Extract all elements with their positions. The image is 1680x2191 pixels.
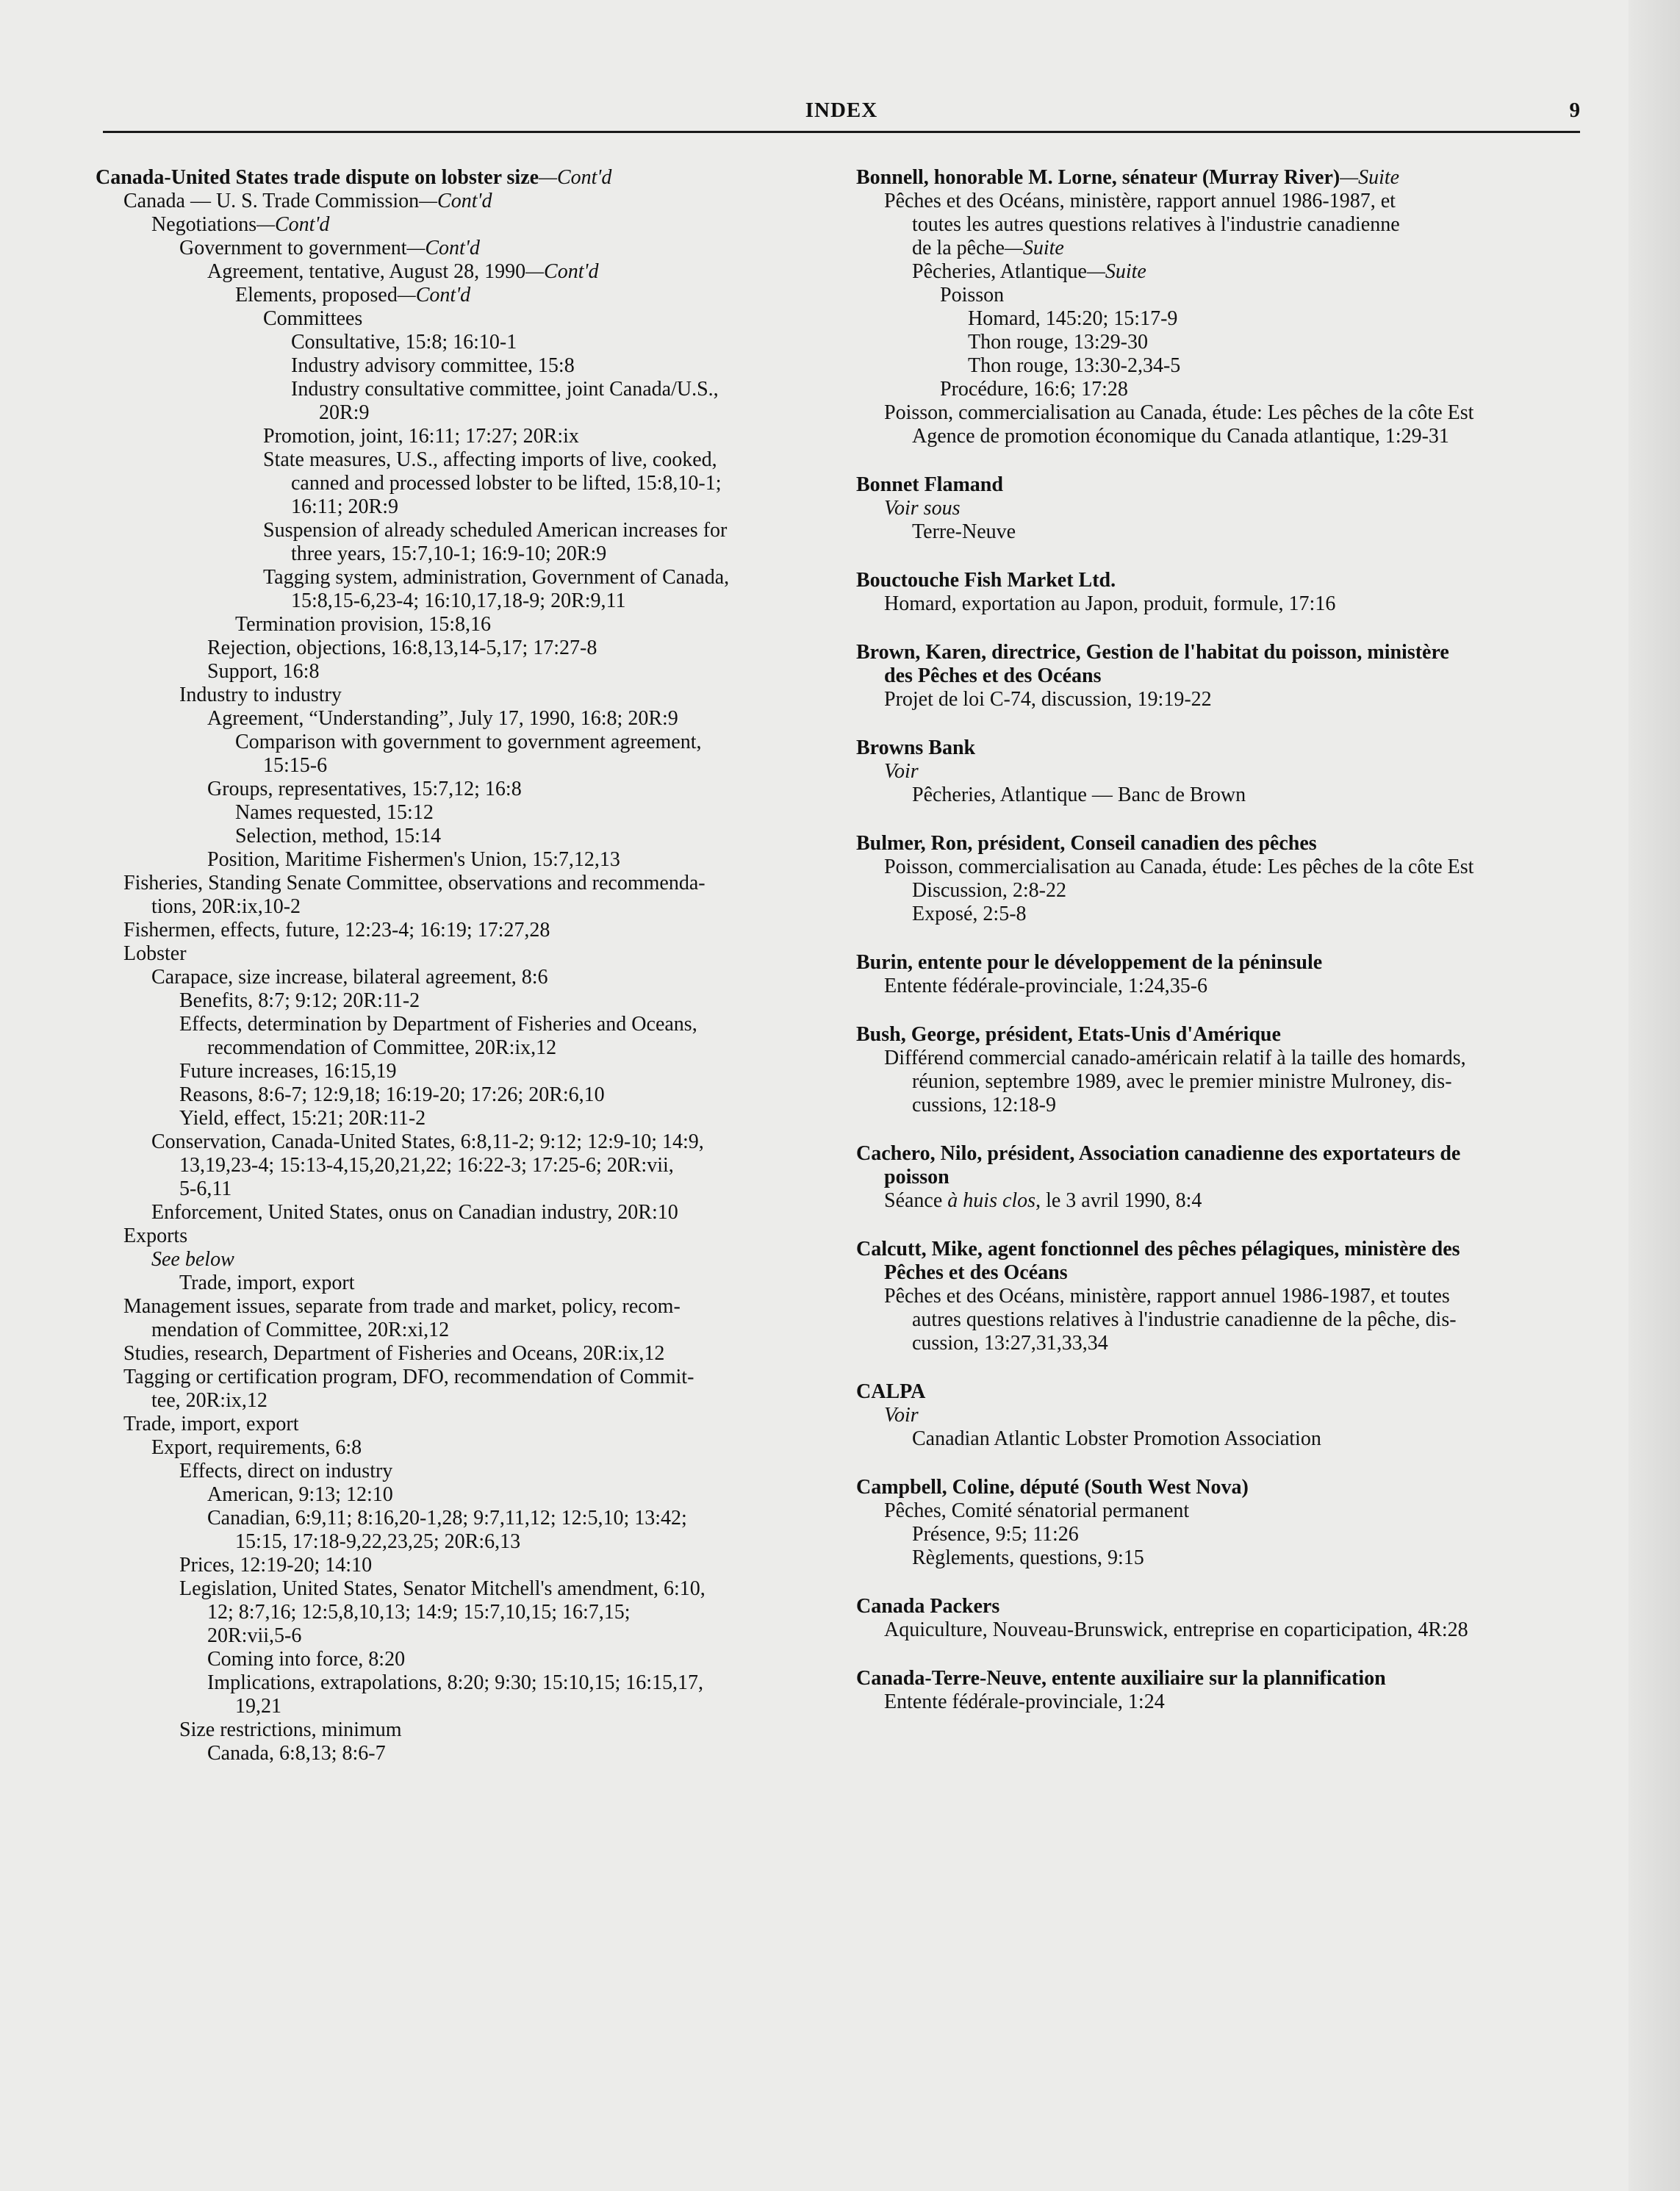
header-rule	[103, 131, 1580, 133]
index-term-text: See below	[151, 1248, 234, 1271]
index-term-text: Legislation, United States, Senator Mitchell's amendment, 6:10,	[179, 1577, 706, 1600]
index-term-text: Pêches et des Océans, ministère, rapport annuel 1986-1987, et	[884, 190, 1396, 212]
index-subentry	[96, 1483, 823, 1507]
index-heading	[856, 951, 1613, 975]
index-subentry	[96, 707, 823, 731]
index-subentry	[856, 592, 1613, 616]
index-subentry	[856, 1285, 1613, 1308]
index-term-text: recommendation of Committee, 20R:ix,12	[207, 1036, 557, 1059]
index-subentry	[96, 1695, 823, 1718]
index-entry	[856, 1142, 1613, 1213]
index-subentry	[96, 919, 823, 942]
index-subentry	[96, 354, 823, 378]
index-term-text: Enforcement, United States, onus on Canadian industry, 20R:10	[151, 1201, 678, 1224]
index-term-text: Voir	[884, 760, 919, 783]
index-term-text: Différend commercial canado-américain relatif à la taille des homards,	[884, 1047, 1466, 1069]
index-subentry	[96, 684, 823, 707]
index-term-text: Agence de promotion économique du Canada atlantique, 1:29-31	[912, 425, 1449, 448]
index-term-text: Tagging or certification program, DFO, recommendation of Commit-	[123, 1366, 694, 1388]
index-subentry	[856, 1618, 1613, 1642]
index-term-text: Benefits, 8:7; 9:12; 20R:11-2	[179, 989, 420, 1012]
index-subentry	[96, 1648, 823, 1671]
index-subentry	[856, 497, 1613, 520]
index-subentry	[96, 895, 823, 919]
index-subentry	[856, 354, 1613, 378]
index-subentry	[96, 825, 823, 848]
page-edge-shadow	[1629, 0, 1680, 2191]
index-term-text: Termination provision, 15:8,16	[235, 613, 492, 636]
index-term-text: Effects, determination by Department of Fisheries and Oceans,	[179, 1013, 697, 1036]
index-heading-continuation	[856, 1166, 1613, 1189]
index-entry	[856, 1238, 1613, 1355]
index-subentry	[96, 378, 823, 401]
index-heading	[856, 1476, 1613, 1499]
index-term-text: State measures, U.S., affecting imports of live, cooked,	[263, 448, 717, 471]
index-subentry	[96, 1671, 823, 1695]
index-subentry	[96, 566, 823, 589]
index-subentry	[856, 1070, 1613, 1094]
index-term-text: Negotiations	[151, 213, 257, 236]
index-subentry	[856, 688, 1613, 711]
index-subentry	[96, 1295, 823, 1319]
index-subentry	[96, 519, 823, 542]
index-subentry	[96, 1577, 823, 1601]
index-subentry	[96, 213, 823, 237]
index-subentry	[96, 1224, 823, 1248]
index-term-text: 19,21	[235, 1695, 281, 1718]
index-subentry	[856, 975, 1613, 998]
index-subentry	[96, 660, 823, 684]
index-term-text: Government to government	[179, 237, 407, 259]
index-term-text: Implications, extrapolations, 8:20; 9:30; 15:10,15; 16:15,17,	[207, 1671, 704, 1694]
index-subentry	[96, 1154, 823, 1177]
continued-marker: —Suite	[1340, 166, 1400, 189]
index-term-text: Canada — U. S. Trade Commission	[123, 190, 420, 212]
index-heading-text: Campbell, Coline, député (South West Nova)	[856, 1476, 1249, 1499]
index-heading-text: Canada Packers	[856, 1595, 1000, 1618]
index-term-text: Poisson	[940, 284, 1005, 306]
index-subentry	[856, 1546, 1613, 1570]
index-entry	[856, 832, 1613, 926]
index-entry	[856, 951, 1613, 998]
index-term-text: Séance	[884, 1189, 948, 1212]
index-term-text: réunion, septembre 1989, avec le premier ministre Mulroney, dis-	[912, 1070, 1452, 1093]
index-subentry	[96, 942, 823, 966]
index-subentry	[96, 1366, 823, 1389]
page-number: 9	[1569, 98, 1580, 122]
index-subentry	[96, 1460, 823, 1483]
index-term-text: Support, 16:8	[207, 660, 320, 683]
index-heading	[856, 569, 1613, 592]
index-term-text: canned and processed lobster to be lifted, 15:8,10-1;	[291, 472, 722, 495]
index-term-text: Size restrictions, minimum	[179, 1718, 402, 1741]
index-subentry	[856, 856, 1613, 879]
italic-phrase: à huis clos	[947, 1189, 1036, 1212]
index-entry	[856, 1667, 1613, 1714]
index-term-text: 13,19,23-4; 15:13-4,15,20,21,22; 16:22-3; 17:25-6; 20R:vii,	[179, 1154, 674, 1177]
index-entry	[856, 569, 1613, 616]
index-term-text: Canada-United States trade dispute on lobster size	[96, 166, 539, 189]
index-subentry	[96, 307, 823, 331]
index-term-text-after: , le 3 avril 1990, 8:4	[1035, 1189, 1202, 1212]
index-subentry	[856, 213, 1613, 237]
index-heading-text: Pêches et des Océans	[884, 1261, 1068, 1284]
index-entry	[856, 1595, 1613, 1642]
index-subentry	[856, 401, 1613, 425]
index-subentry	[96, 1248, 823, 1272]
index-heading-text: CALPA	[856, 1380, 926, 1403]
index-heading-text: Bush, George, président, Etats-Unis d'Amérique	[856, 1023, 1281, 1046]
index-term-text: Pêcheries, Atlantique	[912, 260, 1087, 283]
index-heading-continuation	[856, 664, 1613, 688]
index-term-text: 12; 8:7,16; 12:5,8,10,13; 14:9; 15:7,10,15; 16:7,15;	[207, 1601, 631, 1624]
index-subentry	[96, 872, 823, 895]
index-subentry	[856, 1404, 1613, 1427]
index-term-text: Studies, research, Department of Fisheries and Oceans, 20R:ix,12	[123, 1342, 665, 1365]
index-term-text: Exposé, 2:5-8	[912, 903, 1027, 925]
index-term-text: Voir	[884, 1404, 919, 1427]
index-term-text: Consultative, 15:8; 16:10-1	[291, 331, 517, 354]
index-heading-text: Bonnet Flamand	[856, 473, 1003, 496]
index-subentry	[96, 989, 823, 1013]
index-heading-text: Canada-Terre-Neuve, entente auxiliaire sur la plannification	[856, 1667, 1386, 1690]
index-subentry	[96, 1060, 823, 1083]
index-subentry	[96, 636, 823, 660]
index-term-text: Poisson, commercialisation au Canada, étude: Les pêches de la côte Est	[884, 856, 1474, 878]
index-term-text: Agreement, “Understanding”, July 17, 1990, 16:8; 20R:9	[207, 707, 678, 730]
index-term-text: American, 9:13; 12:10	[207, 1483, 393, 1506]
index-heading-text: Calcutt, Mike, agent fonctionnel des pêches pélagiques, ministère des	[856, 1238, 1460, 1261]
index-term-text: Canadian, 6:9,11; 8:16,20-1,28; 9:7,11,12; 12:5,10; 13:42;	[207, 1507, 687, 1530]
index-heading-text: Burin, entente pour le développement de la péninsule	[856, 951, 1323, 974]
index-term-text: Poisson, commercialisation au Canada, étude: Les pêches de la côte Est	[884, 401, 1474, 424]
index-subentry	[96, 1554, 823, 1577]
index-heading-text: Bulmer, Ron, président, Conseil canadien des pêches	[856, 832, 1317, 855]
index-subentry	[96, 472, 823, 495]
index-heading	[856, 1667, 1613, 1690]
index-subentry	[856, 903, 1613, 926]
index-term-text: Comparison with government to government agreement,	[235, 731, 702, 753]
index-subentry	[96, 190, 823, 213]
index-subentry	[96, 237, 823, 260]
index-subentry	[856, 237, 1613, 260]
index-subentry	[96, 1013, 823, 1036]
index-subentry	[96, 1342, 823, 1366]
index-term-text: Voir sous	[884, 497, 961, 520]
index-subentry	[96, 542, 823, 566]
index-subentry	[96, 1601, 823, 1624]
index-term-text: 16:11; 20R:9	[291, 495, 398, 518]
index-term-text: Reasons, 8:6-7; 12:9,18; 16:19-20; 17:26; 20R:6,10	[179, 1083, 605, 1106]
page-header	[103, 98, 1580, 135]
continued-marker: —Cont'd	[397, 284, 471, 306]
index-subentry	[96, 778, 823, 801]
index-term-text: three years, 15:7,10-1; 16:9-10; 20R:9	[291, 542, 607, 565]
index-heading-text: poisson	[884, 1166, 950, 1188]
index-column-right	[856, 166, 1613, 1739]
header-title: INDEX	[805, 98, 878, 122]
index-heading-text: Browns Bank	[856, 736, 976, 759]
index-term-text: mendation of Committee, 20R:xi,12	[151, 1319, 450, 1341]
index-subentry	[96, 448, 823, 472]
index-term-text: Homard, 145:20; 15:17-9	[968, 307, 1178, 330]
index-subentry	[96, 1319, 823, 1342]
index-term-text: Canada, 6:8,13; 8:6-7	[207, 1742, 386, 1765]
index-subentry	[856, 783, 1613, 807]
index-term-text: toutes les autres questions relatives à l'industrie canadienne	[912, 213, 1400, 236]
index-heading-text: Bonnell, honorable M. Lorne, sénateur (Murray River)	[856, 166, 1340, 189]
index-entry	[856, 166, 1613, 448]
index-term-text: tee, 20R:ix,12	[151, 1389, 268, 1412]
index-subentry	[856, 307, 1613, 331]
index-term-text: 15:8,15-6,23-4; 16:10,17,18-9; 20R:9,11	[291, 589, 626, 612]
index-term-text: Future increases, 16:15,19	[179, 1060, 397, 1083]
index-entry	[856, 1476, 1613, 1570]
index-subentry	[96, 331, 823, 354]
index-subentry	[856, 879, 1613, 903]
index-term-text: tions, 20R:ix,10-2	[151, 895, 301, 918]
index-subentry	[856, 1094, 1613, 1117]
index-subentry	[96, 848, 823, 872]
index-term-text: Terre-Neuve	[912, 520, 1016, 543]
index-heading	[856, 641, 1613, 664]
index-term-text: Procédure, 16:6; 17:28	[940, 378, 1128, 401]
index-subentry	[856, 520, 1613, 544]
index-subentry	[96, 1530, 823, 1554]
index-heading	[856, 1238, 1613, 1261]
index-subentry	[856, 760, 1613, 783]
index-term-text: cussions, 12:18-9	[912, 1094, 1056, 1116]
index-term-text: 20R:vii,5-6	[207, 1624, 302, 1647]
index-term-text: Coming into force, 8:20	[207, 1648, 406, 1671]
index-subentry	[856, 1499, 1613, 1523]
index-subentry	[96, 754, 823, 778]
index-entry	[856, 736, 1613, 807]
index-subentry	[856, 1690, 1613, 1714]
continued-marker: —Cont'd	[406, 237, 480, 259]
index-subentry	[96, 425, 823, 448]
index-subentry	[856, 1332, 1613, 1355]
index-term-text: Management issues, separate from trade and market, policy, recom-	[123, 1295, 681, 1318]
index-term-text: Elements, proposed	[235, 284, 398, 306]
index-term-text: de la pêche	[912, 237, 1005, 259]
index-term-text: Export, requirements, 6:8	[151, 1436, 362, 1459]
index-subentry	[96, 284, 823, 307]
index-subentry	[96, 731, 823, 754]
index-heading	[96, 166, 823, 190]
index-subentry	[96, 1624, 823, 1648]
index-subentry	[96, 1083, 823, 1107]
continued-marker: —Cont'd	[256, 213, 330, 236]
index-term-text: Agreement, tentative, August 28, 1990	[207, 260, 526, 283]
index-subentry	[856, 378, 1613, 401]
index-subentry	[96, 495, 823, 519]
index-term-text: Pêcheries, Atlantique — Banc de Brown	[912, 783, 1246, 806]
index-term-text: Suspension of already scheduled American increases for	[263, 519, 728, 542]
index-term-text: Carapace, size increase, bilateral agreement, 8:6	[151, 966, 548, 989]
index-term-text: Thon rouge, 13:30-2,34-5	[968, 354, 1181, 377]
index-subentry	[856, 1427, 1613, 1451]
index-heading	[856, 1023, 1613, 1047]
index-term-text: 20R:9	[319, 401, 370, 424]
index-term-text: Trade, import, export	[179, 1272, 355, 1294]
index-term-text: Homard, exportation au Japon, produit, formule, 17:16	[884, 592, 1336, 615]
index-term-text: Conservation, Canada-United States, 6:8,11-2; 9:12; 12:9-10; 14:9,	[151, 1130, 704, 1153]
index-term-text: Effects, direct on industry	[179, 1460, 393, 1482]
index-subentry	[856, 1189, 1613, 1213]
index-subentry	[96, 966, 823, 989]
index-entry	[856, 1380, 1613, 1451]
index-heading	[856, 1142, 1613, 1166]
continued-marker: —Suite	[1086, 260, 1146, 283]
index-term-text: Règlements, questions, 9:15	[912, 1546, 1144, 1569]
index-heading	[856, 166, 1613, 190]
index-subentry	[96, 1272, 823, 1295]
index-term-text: Tagging system, administration, Government of Canada,	[263, 566, 730, 589]
index-subentry	[96, 613, 823, 636]
index-term-text: 15:15, 17:18-9,22,23,25; 20R:6,13	[235, 1530, 521, 1553]
index-term-text: Lobster	[123, 942, 187, 965]
index-subentry	[856, 260, 1613, 284]
index-term-text: Selection, method, 15:14	[235, 825, 441, 847]
index-subentry	[96, 1201, 823, 1224]
index-entry	[856, 641, 1613, 711]
index-subentry	[856, 425, 1613, 448]
index-term-text: Présence, 9:5; 11:26	[912, 1523, 1079, 1546]
index-subentry	[96, 589, 823, 613]
continued-marker: —Cont'd	[525, 260, 599, 283]
index-heading-text: Cachero, Nilo, président, Association canadienne des exportateurs de	[856, 1142, 1461, 1165]
index-subentry	[96, 1718, 823, 1742]
index-heading-continuation	[856, 1261, 1613, 1285]
index-term-text: Aquiculture, Nouveau-Brunswick, entreprise en coparticipation, 4R:28	[884, 1618, 1468, 1641]
index-heading-text: des Pêches et des Océans	[884, 664, 1102, 687]
index-term-text: Pêches et des Océans, ministère, rapport annuel 1986-1987, et toutes	[884, 1285, 1450, 1308]
index-term-text: Entente fédérale-provinciale, 1:24	[884, 1690, 1165, 1713]
index-subentry	[96, 1177, 823, 1201]
index-term-text: Canadian Atlantic Lobster Promotion Association	[912, 1427, 1321, 1450]
index-term-text: Position, Maritime Fishermen's Union, 15:7,12,13	[207, 848, 620, 871]
index-term-text: Names requested, 15:12	[235, 801, 434, 824]
index-heading	[856, 832, 1613, 856]
index-heading-text: Brown, Karen, directrice, Gestion de l'habitat du poisson, ministère	[856, 641, 1449, 664]
index-term-text: cussion, 13:27,31,33,34	[912, 1332, 1108, 1355]
index-subentry	[856, 331, 1613, 354]
index-subentry	[856, 1047, 1613, 1070]
continued-marker: —Cont'd	[419, 190, 492, 212]
index-term-text: autres questions relatives à l'industrie canadienne de la pêche, dis-	[912, 1308, 1457, 1331]
index-entry	[856, 473, 1613, 544]
index-subentry	[96, 801, 823, 825]
index-term-text: Fishermen, effects, future, 12:23-4; 16:19; 17:27,28	[123, 919, 550, 942]
index-term-text: Industry consultative committee, joint Canada/U.S.,	[291, 378, 719, 401]
index-subentry	[856, 284, 1613, 307]
index-term-text: Projet de loi C-74, discussion, 19:19-22	[884, 688, 1212, 711]
index-term-text: Yield, effect, 15:21; 20R:11-2	[179, 1107, 426, 1130]
index-heading	[856, 1380, 1613, 1404]
index-subentry	[96, 1389, 823, 1413]
index-subentry	[96, 1036, 823, 1060]
index-subentry	[96, 1130, 823, 1154]
index-heading-text: Bouctouche Fish Market Ltd.	[856, 569, 1116, 592]
continued-marker: —Suite	[1004, 237, 1064, 259]
index-column-left	[96, 166, 823, 1765]
index-subentry	[856, 190, 1613, 213]
index-term-text: Entente fédérale-provinciale, 1:24,35-6	[884, 975, 1208, 997]
index-term-text: Groups, representatives, 15:7,12; 16:8	[207, 778, 522, 800]
index-heading	[856, 1595, 1613, 1618]
index-entry	[856, 1023, 1613, 1117]
index-term-text: Pêches, Comité sénatorial permanent	[884, 1499, 1190, 1522]
index-term-text: Discussion, 2:8-22	[912, 879, 1066, 902]
index-term-text: 15:15-6	[263, 754, 328, 777]
index-subentry	[96, 260, 823, 284]
index-subentry	[856, 1308, 1613, 1332]
index-term-text: Thon rouge, 13:29-30	[968, 331, 1148, 354]
index-term-text: Committees	[263, 307, 363, 330]
index-subentry	[856, 1523, 1613, 1546]
index-subentry	[96, 1436, 823, 1460]
index-subentry	[96, 1413, 823, 1436]
index-subentry	[96, 401, 823, 425]
index-term-text: Industry advisory committee, 15:8	[291, 354, 575, 377]
index-heading	[856, 736, 1613, 760]
index-term-text: Trade, import, export	[123, 1413, 299, 1435]
continued-marker: —Cont'd	[539, 166, 612, 189]
index-term-text: Industry to industry	[179, 684, 342, 706]
index-subentry	[96, 1507, 823, 1530]
index-subentry	[96, 1107, 823, 1130]
index-heading	[856, 473, 1613, 497]
index-subentry	[96, 1742, 823, 1765]
index-term-text: Prices, 12:19-20; 14:10	[179, 1554, 373, 1577]
index-term-text: Exports	[123, 1224, 188, 1247]
index-term-text: Promotion, joint, 16:11; 17:27; 20R:ix	[263, 425, 579, 448]
index-term-text: Fisheries, Standing Senate Committee, observations and recommenda-	[123, 872, 706, 894]
index-term-text: Rejection, objections, 16:8,13,14-5,17; 17:27-8	[207, 636, 597, 659]
index-term-text: 5-6,11	[179, 1177, 232, 1200]
